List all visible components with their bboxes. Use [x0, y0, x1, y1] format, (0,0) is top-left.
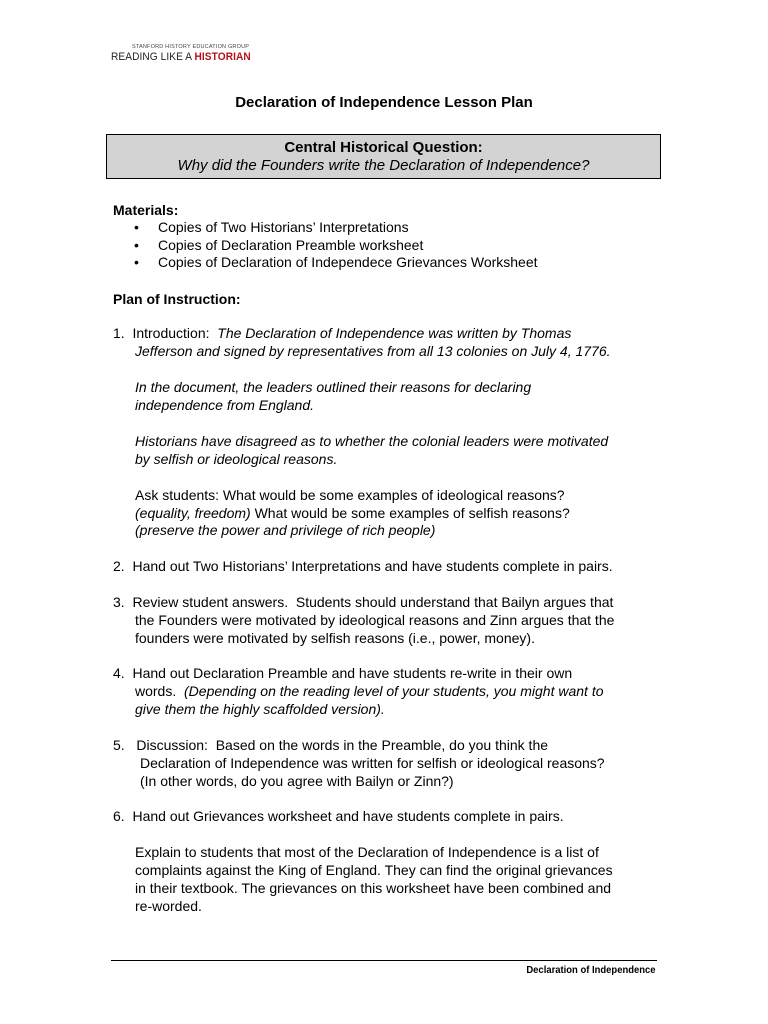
central-question-box [106, 134, 661, 179]
step-1-para-3-line-1: Historians have disagreed as to whether the colonial leaders were motivated [135, 433, 609, 449]
step-6-para-2-line-1: Explain to students that most of the Declaration of Independence is a list of [135, 844, 599, 860]
logo-name [111, 51, 251, 63]
step-2: 2. Hand out Two Historians’ Interpretations and have students complete in pairs. [113, 558, 613, 574]
footer-text: Declaration of Independence [526, 964, 656, 976]
central-question-text: Why did the Founders write the Declaration of Independence? [177, 157, 590, 174]
plan-heading: Plan of Instruction: [113, 291, 241, 307]
central-question-heading: Central Historical Question: [284, 139, 483, 156]
step-3-line-2: the Founders were motivated by ideological reasons and Zinn argues that the [135, 612, 615, 628]
step-4-line-1: 4. Hand out Declaration Preamble and have students re-write in their own [113, 665, 573, 681]
logo-org: STANFORD HISTORY EDUCATION GROUP [132, 44, 250, 50]
step-1-para-2-line-2: independence from England. [135, 397, 315, 413]
step-6-para-2-line-3: in their textbook. The grievances on this worksheet have been combined and [135, 880, 612, 896]
page-title: Declaration of Independence Lesson Plan [235, 94, 533, 111]
step-6-para-2-line-4: re-worded. [135, 898, 202, 914]
step-1-line-2: Jefferson and signed by representatives from all 13 colonies on July 4, 1776. [135, 343, 611, 359]
step-6-para-2-line-2: complaints against the King of England. They can find the original grievances [135, 862, 613, 878]
step-5-line-1: 5. Discussion: Based on the words in the Preamble, do you think the [113, 737, 549, 753]
step-5-line-2: Declaration of Independence was written for selfish or ideological reasons? [140, 755, 605, 771]
step-6: 6. Hand out Grievances worksheet and have students complete in pairs. [113, 808, 564, 824]
materials-list [134, 219, 538, 272]
footer-divider [111, 960, 657, 961]
step-1-para-4-line-2: (equality, freedom) What would be some examples of selfish reasons? [135, 505, 570, 521]
step-3-line-1: 3. Review student answers. Students should understand that Bailyn argues that [113, 594, 614, 610]
step-4-line-2: words. (Depending on the reading level of your students, you might want to [135, 683, 604, 699]
step-3-line-3: founders were motivated by selfish reasons (i.e., power, money). [135, 630, 535, 646]
list-item: • Copies of Declaration Preamble worksheet [134, 236, 424, 253]
list-item: • Copies of Two Historians’ Interpretations [134, 219, 409, 235]
step-1-para-3-line-2: by selfish or ideological reasons. [135, 451, 338, 467]
step-1-para-2-line-1: In the document, the leaders outlined their reasons for declaring [135, 379, 532, 395]
logo-name-red: HISTORIAN [194, 51, 251, 63]
logo-name-pre: READING LIKE A [111, 51, 195, 63]
step-1-para-4-line-1: Ask students: What would be some examples of ideological reasons? [135, 487, 565, 503]
materials-heading: Materials: [113, 202, 179, 218]
step-1-line-1: 1. Introduction: The Declaration of Independence was written by Thomas [113, 325, 572, 341]
list-item: • Copies of Declaration of Independece Grievances Worksheet [134, 254, 538, 271]
step-1-para-4-line-3: (preserve the power and privilege of rich people) [135, 522, 436, 538]
step-4-line-3: give them the highly scaffolded version). [135, 701, 385, 717]
step-5-line-3: (In other words, do you agree with Bailyn or Zinn?) [140, 773, 454, 789]
logo [111, 44, 263, 63]
